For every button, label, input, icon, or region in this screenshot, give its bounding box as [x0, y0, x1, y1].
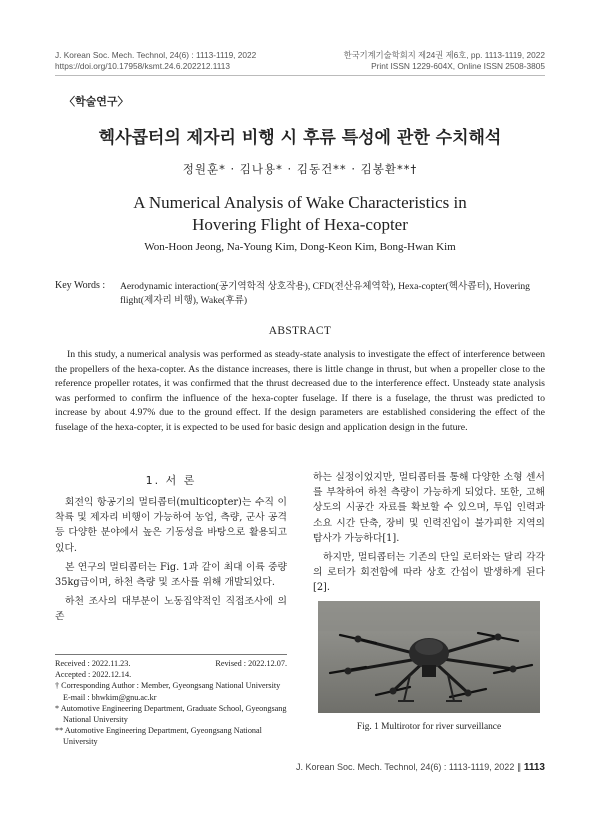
authors-korean: 정원훈* · 김나용* · 김동건** · 김봉환**†: [182, 162, 418, 176]
paragraph: 하천 조사의 대부분이 노동집약적인 직접조사에 의존: [55, 596, 287, 623]
paragraph: 하는 실정이었지만, 멀티콥터를 통해 다양한 소형 센서를 부착하여 하천 측량이 가능하게 되었다. 또한, 고해상도의 시공간 자료를 확보할 수 있으며, 투입 인력과 소요 시간 단축, 장비 및 인력진입이 불가피한 지역의 탐사가 가능하다[1].: [313, 472, 545, 544]
doi-link[interactable]: https://doi.org/10.17958/ksmt.24.6.202212.1113: [55, 61, 230, 71]
email[interactable]: E-mail : bhwkim@gnu.ac.kr: [63, 692, 157, 702]
article-category: 〈학술연구〉: [64, 95, 129, 108]
authors-english: Won-Hoon Jeong, Na-Young Kim, Dong-Keon Kim, Bong-Hwan Kim: [144, 241, 456, 253]
running-header-right: [344, 50, 545, 72]
right-column: [313, 470, 545, 600]
footnotes: [55, 658, 287, 748]
page-number: 1113: [523, 762, 545, 773]
title-english-line1: A Numerical Analysis of Wake Characteristics in: [133, 193, 467, 212]
received-date: Received : 2022.11.23.: [55, 659, 131, 668]
accepted-date: Accepted : 2022.12.14.: [55, 670, 132, 680]
keywords: Aerodynamic interaction(공기역학적 상호작용), CFD(전산유체역학), Hexa-copter(헥사콥터), Hovering flight(제자리 비행), Wake(후류): [120, 281, 530, 306]
journal-citation-ko: 한국기계기술학회지 제24권 제6호, pp. 1113-1119, 2022: [343, 50, 545, 60]
title-korean: 헥사콥터의 제자리 비행 시 후류 특성에 관한 수치해석: [98, 128, 502, 148]
section-heading-introduction: 1. 서 론: [145, 474, 197, 487]
figure-caption: Fig. 1 Multirotor for river surveillance: [356, 722, 502, 732]
title-english: [0, 192, 600, 236]
revised-date: Revised : 2022.12.07.: [215, 659, 287, 668]
received-revised-row: [55, 658, 287, 669]
figure-multirotor-photo: [318, 601, 540, 713]
page-footer: [296, 762, 545, 773]
paragraph: 회전익 항공기의 멀티콥터(multicopter)는 수직 이착륙 및 제자리 비행이 가능하여 농업, 측량, 군사 공격 등 다양한 분야에서 높은 기동성을 바탕으로 활용되고 있다.: [55, 497, 287, 554]
affiliation-2: ** Automotive Engineering Department, Gyeongsang National University: [55, 726, 262, 747]
running-header-left: [55, 50, 256, 72]
left-column: [55, 495, 287, 629]
footer-citation: J. Korean Soc. Mech. Technol, 24(6) : 1113-1119, 2022 ∥: [296, 762, 522, 772]
issn: Print ISSN 1229-604X, Online ISSN 2508-3805: [371, 61, 545, 71]
abstract-heading: ABSTRACT: [268, 325, 332, 337]
journal-citation: J. Korean Soc. Mech. Technol, 24(6) : 1113-1119, 2022: [55, 50, 257, 60]
affiliation-1: * Automotive Engineering Department, Graduate School, Gyeongsang National University: [55, 703, 287, 725]
header-divider: [55, 75, 545, 76]
abstract-body: In this study, a numerical analysis was performed as steady-state analysis to investigate the effect of interference between the propellers of the hexa-copter. As the distance increases, there is little change in thrust, but when a propeller close to the reference propeller rotates, it was confirmed that the thrust decreased due to the interference effect. Unsteady state analysis was performed to confirm the influence of the hexa-copter fuselage. If there is a fuselage, the thrust was predicted to increase by about 4.97% due to the ground effect. If the design parameters are established considering the effect of the fuselage of the hexa-copter, it is expected to be used for basic design and application design in the future.: [55, 349, 545, 433]
footnote-divider: [55, 654, 287, 655]
paragraph: 본 연구의 멀티콥터는 Fig. 1과 같이 최대 이륙 중량 35kg급이며, 하천 측량 및 조사를 위해 개발되었다.: [55, 561, 287, 589]
keywords-label: Key Words :: [55, 280, 106, 291]
corresponding-author: † Corresponding Author : Member, Gyeongsang National University: [55, 681, 281, 691]
paragraph: 하지만, 멀티콥터는 기존의 단일 로터와는 달리 각각의 로터가 회전함에 따라 상호 간섭이 발생하게 된다[2].: [313, 552, 545, 594]
title-english-line2: Hovering Flight of Hexa-copter: [192, 215, 408, 234]
